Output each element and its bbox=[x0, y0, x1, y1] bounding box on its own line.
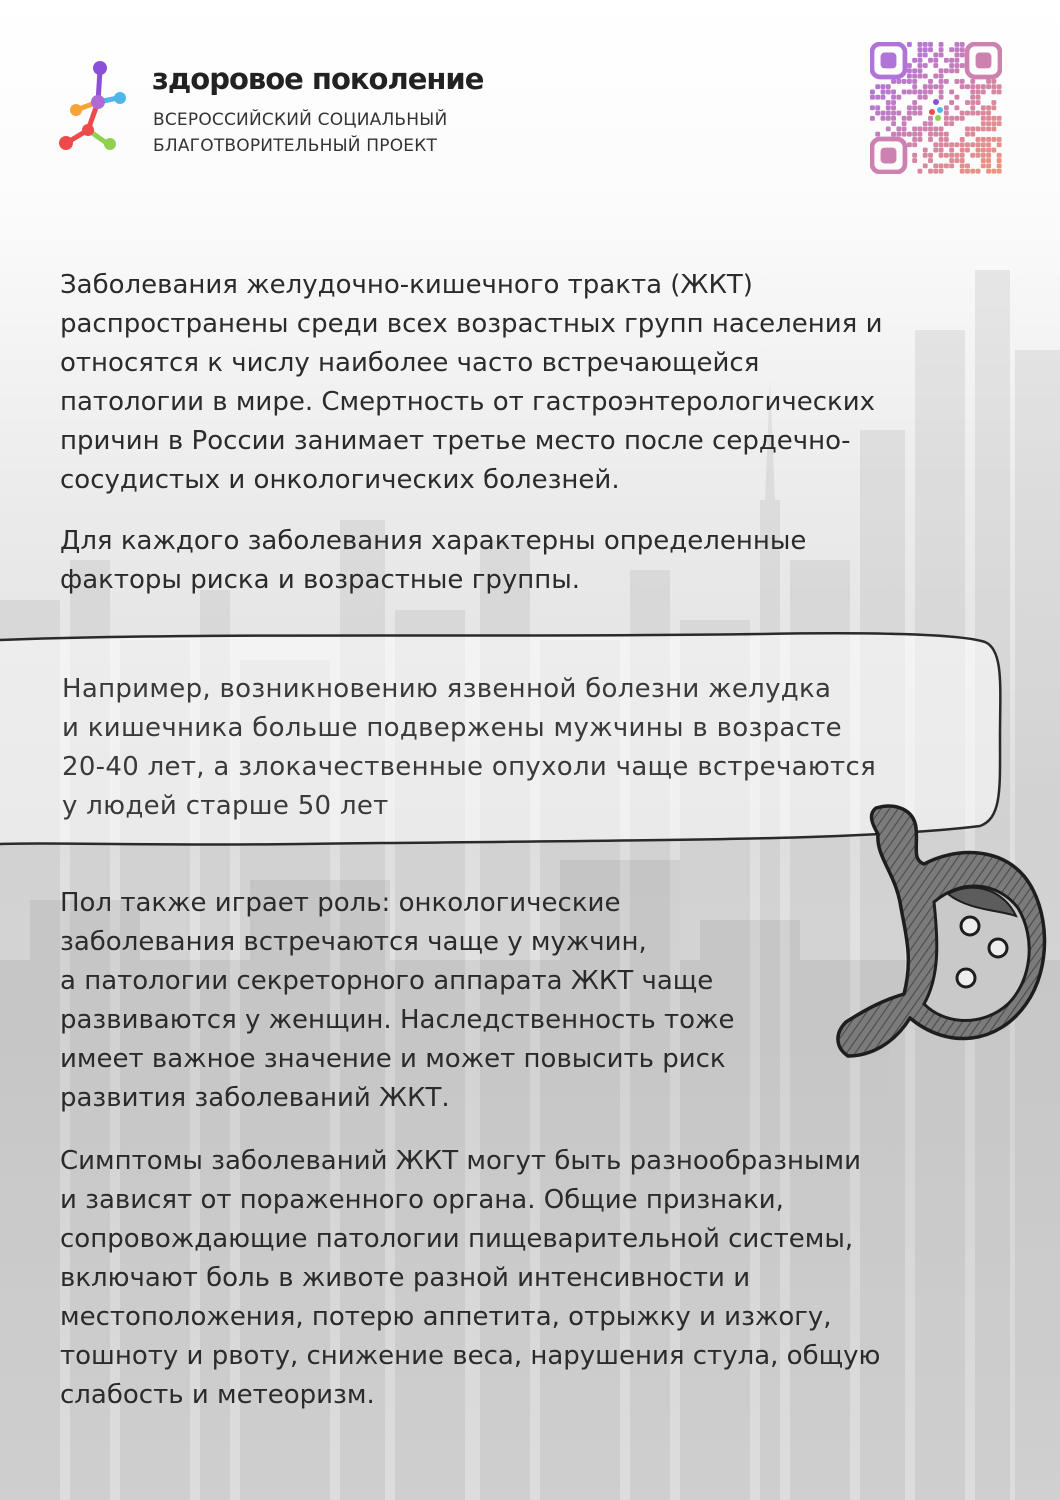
symptoms-line: сопровождающие патологии пищеварительной системы, bbox=[60, 1224, 854, 1254]
gender-line: развиваются у женщин. Наследственность тоже bbox=[60, 1005, 735, 1035]
intro-line: распространены среди всех возрастных групп населения и bbox=[60, 309, 883, 339]
gender-line: развития заболеваний ЖКТ. bbox=[60, 1083, 450, 1113]
symptoms-paragraph bbox=[60, 1142, 880, 1415]
intro-line: патологии в мире. Смертность от гастроэнтерологических bbox=[60, 387, 876, 417]
callout-line: и кишечника больше подвержены мужчины в возрасте bbox=[62, 713, 842, 743]
brand-tagline-line-1: ВСЕРОССИЙСКИЙ СОЦИАЛЬНЫЙ bbox=[153, 110, 448, 130]
gender-line: а патологии секреторного аппарата ЖКТ чаще bbox=[60, 966, 714, 996]
symptoms-line: включают боль в животе разной интенсивности и bbox=[60, 1263, 751, 1293]
intro-line: причин в России занимает третье место после сердечно- bbox=[60, 426, 851, 456]
qr-code-icon[interactable] bbox=[870, 42, 1002, 174]
risk-line: Для каждого заболевания характерны определенные bbox=[60, 526, 807, 556]
callout-text bbox=[62, 670, 962, 826]
brand-name: здоровое поколение bbox=[152, 62, 484, 96]
intro-paragraph bbox=[60, 266, 882, 500]
intro-line: Заболевания желудочно-кишечного тракта (ЖКТ) bbox=[60, 270, 753, 300]
gender-paragraph bbox=[60, 884, 735, 1118]
gender-line: имеет важное значение и может повысить риск bbox=[60, 1044, 726, 1074]
callout-line: 20-40 лет, а злокачественные опухоли чаще встречаются bbox=[62, 752, 877, 782]
gender-line: заболевания встречаются чаще у мужчин, bbox=[60, 927, 647, 957]
symptoms-line: и зависят от пораженного органа. Общие признаки, bbox=[60, 1185, 784, 1215]
symptoms-line: тошноту и рвоту, снижение веса, нарушения стула, общую bbox=[60, 1341, 881, 1371]
symptoms-line: местоположения, потерю аппетита, отрыжку и изжогу, bbox=[60, 1302, 832, 1332]
risk-factors-paragraph bbox=[60, 522, 806, 600]
symptoms-line: Симптомы заболеваний ЖКТ могут быть разнообразными bbox=[60, 1146, 862, 1176]
callout-line: у людей старше 50 лет bbox=[62, 791, 389, 821]
molecule-logo-icon bbox=[58, 58, 136, 154]
stomach-illustration-icon bbox=[828, 798, 1058, 1068]
brand-tagline-line-2: БЛАГОТВОРИТЕЛЬНЫЙ ПРОЕКТ bbox=[153, 136, 438, 156]
risk-line: факторы риска и возрастные группы. bbox=[60, 565, 581, 595]
callout-line: Например, возникновению язвенной болезни желудка bbox=[62, 674, 832, 704]
gender-line: Пол также играет роль: онкологические bbox=[60, 888, 621, 918]
intro-line: относятся к числу наиболее часто встречающейся bbox=[60, 348, 760, 378]
symptoms-line: слабость и метеоризм. bbox=[60, 1380, 375, 1410]
intro-line: сосудистых и онкологических болезней. bbox=[60, 465, 620, 495]
